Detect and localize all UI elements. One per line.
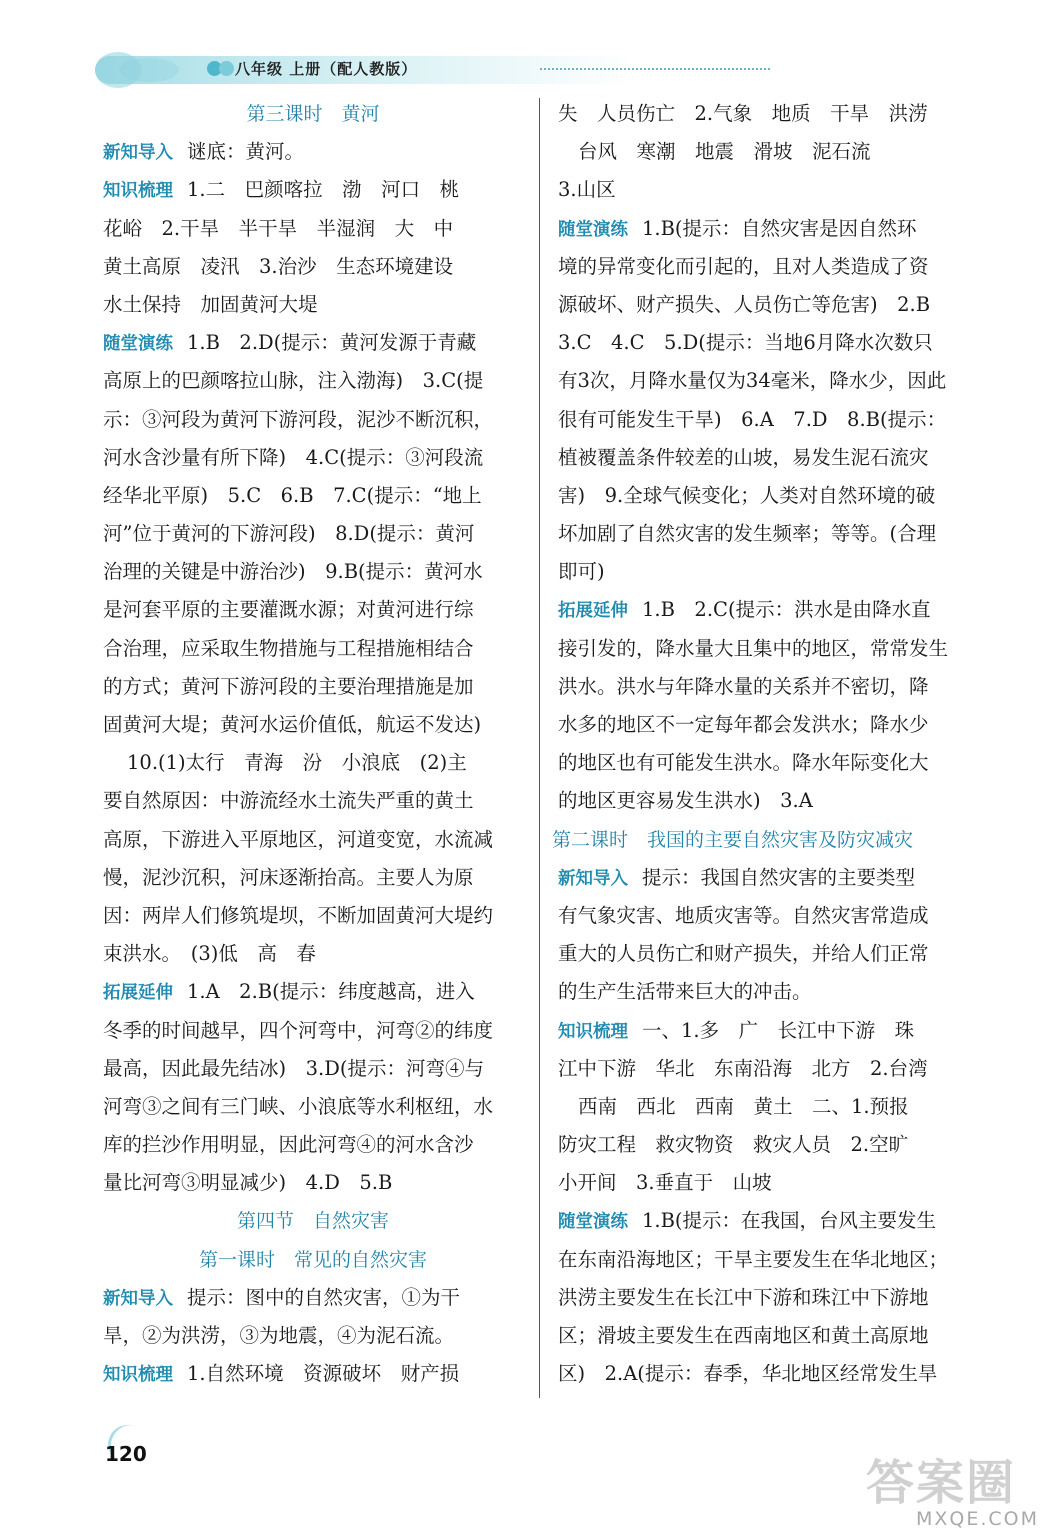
line-text: 坏加剧了自然灾害的发生频率；等等。(合理 (558, 522, 937, 546)
answer-line (558, 171, 988, 209)
line-text: 花峪 2.干旱 半干旱 半湿润 大 中 (103, 216, 454, 240)
line-text: 害) 9.全球气候变化；人类对自然环境的破 (558, 483, 936, 507)
answer-line (558, 1012, 988, 1050)
answer-line (103, 782, 523, 820)
answer-line (103, 1317, 523, 1355)
line-text: 治理的关键是中游治沙) 9.B(提示：黄河水 (103, 560, 483, 584)
line-text: 1.B(提示：自然灾害是因自然环 (642, 216, 917, 240)
answer-line (558, 401, 988, 439)
line-text: 冬季的时间越早，四个河弯中，河弯②的纬度 (103, 1018, 494, 1042)
answer-line (103, 477, 523, 515)
line-text: 一、1.多 广 长江中下游 珠 (642, 1018, 915, 1042)
line-text: 提示：我国自然灾害的主要类型 (642, 865, 916, 889)
line-text: 的方式；黄河下游河段的主要治理措施是加 (103, 674, 474, 698)
section-label: 拓展延伸 (558, 601, 628, 622)
line-text: 高原上的巴颜喀拉山脉，注入渤海) 3.C(提 (103, 369, 484, 393)
answer-line (103, 439, 523, 477)
answer-line (103, 171, 523, 209)
left-column (103, 95, 523, 1393)
line-text: 接引发的，降水量大且集中的地区，常常发生 (558, 636, 949, 660)
answer-line (558, 591, 988, 629)
answer-line (103, 1050, 523, 1088)
section-heading: 第四节 自然灾害 (236, 1210, 389, 1233)
header-dotted-rule (540, 68, 770, 70)
line-text: 束洪水。 (3)低 高 春 (103, 942, 316, 966)
right-column (552, 95, 988, 1393)
answer-line (558, 935, 988, 973)
line-text: 量比河弯③明显减少) 4.D 5.B (103, 1171, 393, 1195)
answer-line (558, 515, 988, 553)
answer-line (558, 1355, 988, 1393)
answer-line (103, 973, 523, 1011)
section-label: 新知导入 (558, 868, 628, 889)
line-text: 1.二 巴颜喀拉 渤 河口 桃 (187, 178, 460, 202)
line-text: 库的拦沙作用明显，因此河弯④的河水含沙 (103, 1133, 474, 1157)
answer-line (558, 477, 988, 515)
section-label: 新知导入 (103, 1288, 173, 1309)
answer-line (103, 668, 523, 706)
answer-line (558, 1241, 988, 1279)
section-label: 知识梳理 (103, 181, 173, 202)
answer-line (103, 1126, 523, 1164)
answer-line (103, 744, 523, 782)
answer-line (558, 744, 988, 782)
section-label: 新知导入 (103, 143, 173, 164)
answer-line (103, 401, 523, 439)
line-text: 1.B 2.D(提示：黄河发源于青藏 (187, 331, 477, 355)
line-text: 重大的人员伤亡和财产损失，并给人们正常 (558, 942, 929, 966)
answer-line (103, 210, 523, 248)
line-text: 合治理，应采取生物措施与工程措施相结合 (103, 636, 474, 660)
answer-line (103, 1164, 523, 1202)
answer-line (103, 897, 523, 935)
line-text: 境的异常变化而引起的，且对人类造成了资 (558, 254, 929, 278)
watermark (860, 1440, 1045, 1532)
answer-line (103, 1088, 523, 1126)
answer-line (558, 133, 988, 171)
answer-line (558, 324, 988, 362)
section-label: 随堂演练 (103, 334, 173, 355)
section-label: 随堂演练 (558, 219, 628, 240)
line-text: 河”位于黄河的下游河段) 8.D(提示：黄河 (103, 522, 475, 546)
answer-line (558, 1164, 988, 1202)
section-label: 知识梳理 (103, 1365, 173, 1386)
answer-line (103, 324, 523, 362)
answer-line (103, 362, 523, 400)
line-text: 区) 2.A(提示：春季，华北地区经常发生旱 (558, 1362, 938, 1386)
answer-line (558, 248, 988, 286)
answer-line (558, 553, 988, 591)
answer-line (103, 706, 523, 744)
answer-line (103, 515, 523, 553)
line-text: 河水含沙量有所下降) 4.C(提示：③河段流 (103, 445, 484, 469)
watermark-logo: 答案圈 (866, 1455, 1017, 1511)
answer-line (103, 935, 523, 973)
line-text: 的地区也有可能发生洪水。降水年际变化大 (558, 751, 929, 775)
section-label: 知识梳理 (558, 1021, 628, 1042)
line-text: 1.A 2.B(提示：纬度越高，进入 (187, 980, 475, 1004)
column-divider (539, 98, 540, 1398)
answer-line (103, 248, 523, 286)
line-text: 因：两岸人们修筑堤坝，不断加固黄河大堤约 (103, 903, 494, 927)
line-text: 谜底：黄河。 (187, 140, 305, 164)
answer-line (558, 1202, 988, 1240)
section-label: 随堂演练 (558, 1212, 628, 1233)
section-heading: 第一课时 常见的自然灾害 (198, 1248, 427, 1271)
answer-line (558, 1088, 988, 1126)
answer-line (558, 782, 988, 820)
answer-line (558, 1126, 988, 1164)
header-decoration (219, 61, 234, 76)
answer-line (558, 630, 988, 668)
page-number: 120 (105, 1442, 147, 1466)
line-text: 区；滑坡主要发生在西南地区和黄土高原地 (558, 1324, 929, 1347)
line-text: 10.(1)太行 青海 汾 小浪底 (2)主 (127, 751, 467, 775)
answer-line (558, 973, 988, 1011)
line-text: 小开间 3.垂直于 山坡 (558, 1171, 772, 1195)
answer-line (103, 591, 523, 629)
answer-line (103, 553, 523, 591)
answer-line (103, 821, 523, 859)
line-text: 有3次，月降水量仅为34毫米，降水少，因此 (558, 369, 947, 393)
answer-line (558, 210, 988, 248)
line-text: 失 人员伤亡 2.气象 地质 干旱 洪涝 (558, 102, 928, 125)
line-text: 1.B(提示：在我国，台风主要发生 (642, 1209, 937, 1233)
line-text: 固黄河大堤；黄河水运价值低，航运不发达) (103, 713, 482, 736)
section-heading: 第二课时 我国的主要自然灾害及防灾减灾 (552, 828, 914, 851)
line-text: 江中下游 华北 东南沿海 北方 2.台湾 (558, 1056, 928, 1080)
page-header (95, 52, 685, 88)
line-text: 旱，②为洪涝，③为地震，④为泥石流。 (103, 1324, 455, 1347)
line-text: 源破坏、财产损失、人员伤亡等危害) 2.B (558, 292, 931, 316)
answer-line (558, 897, 988, 935)
section-label: 拓展延伸 (103, 983, 173, 1004)
line-text: 慢，泥沙沉积，河床逐渐抬高。主要人为原 (103, 865, 474, 889)
line-text: 植被覆盖条件较差的山坡，易发生泥石流灾 (558, 445, 929, 469)
header-title: 八年级 上册（配人教版） (235, 60, 418, 78)
line-text: 很有可能发生干旱) 6.A 7.D 8.B(提示： (558, 407, 947, 431)
answer-line (558, 1279, 988, 1317)
line-text: 黄土高原 凌汛 3.治沙 生态环境建设 (103, 254, 454, 278)
watermark-url: MXQE.COM (915, 1508, 1039, 1530)
line-text: 高原，下游进入平原地区，河道变宽，水流减 (103, 827, 494, 851)
line-text: 3.C 4.C 5.D(提示：当地6月降水次数只 (558, 331, 933, 355)
answer-line (103, 630, 523, 668)
line-text: 的地区更容易发生洪水) 3.A (558, 789, 813, 813)
line-text: 的生产生活带来巨大的冲击。 (558, 980, 812, 1004)
answer-line (558, 859, 988, 897)
section-heading: 第三课时 黄河 (246, 103, 380, 125)
answer-line (103, 1012, 523, 1050)
header-decoration (119, 58, 179, 82)
line-text: 1.B 2.C(提示：洪水是由降水直 (642, 598, 931, 622)
line-text: 是河套平原的主要灌溉水源；对黄河进行综 (103, 598, 474, 622)
answer-line (558, 286, 988, 324)
answer-line (558, 1050, 988, 1088)
line-text: 最高，因此最先结冰) 3.D(提示：河弯④与 (103, 1056, 484, 1080)
line-text: 河弯③之间有三门峡、小浪底等水利枢纽，水 (103, 1094, 494, 1118)
answer-line (558, 1317, 988, 1355)
answer-line (103, 859, 523, 897)
line-text: 3.山区 (558, 178, 616, 202)
line-text: 水多的地区不一定每年都会发洪水；降水少 (558, 713, 929, 736)
answer-line (103, 1279, 523, 1317)
line-text: 经华北平原) 5.C 6.B 7.C(提示：“地上 (103, 483, 482, 507)
answer-line (103, 286, 523, 324)
line-text: 防灾工程 救灾物资 救灾人员 2.空旷 (558, 1133, 909, 1157)
line-text: 提示：图中的自然灾害，①为干 (187, 1285, 461, 1309)
answer-line (558, 362, 988, 400)
line-text: 西南 西北 西南 黄土 二、1.预报 (578, 1094, 909, 1118)
line-text: 台风 寒潮 地震 滑坡 泥石流 (578, 140, 871, 164)
line-text: 洪水。洪水与年降水量的关系并不密切，降 (558, 674, 929, 698)
answer-line (558, 439, 988, 477)
answer-line (103, 133, 523, 171)
line-text: 洪涝主要发生在长江中下游和珠江中下游地 (558, 1285, 929, 1309)
answer-line (103, 1355, 523, 1393)
answer-line (558, 668, 988, 706)
answer-line (558, 706, 988, 744)
line-text: 有气象灾害、地质灾害等。自然灾害常造成 (558, 903, 929, 927)
line-text: 要自然原因：中游流经水土流失严重的黄土 (103, 789, 474, 813)
answer-line (558, 95, 988, 133)
line-text: 水土保持 加固黄河大堤 (103, 292, 318, 316)
line-text: 在东南沿海地区；干旱主要发生在华北地区； (558, 1247, 949, 1271)
line-text: 即可) (558, 560, 605, 584)
line-text: 1.自然环境 资源破坏 财产损 (187, 1362, 460, 1386)
line-text: 示：③河段为黄河下游河段，泥沙不断沉积， (103, 407, 494, 431)
